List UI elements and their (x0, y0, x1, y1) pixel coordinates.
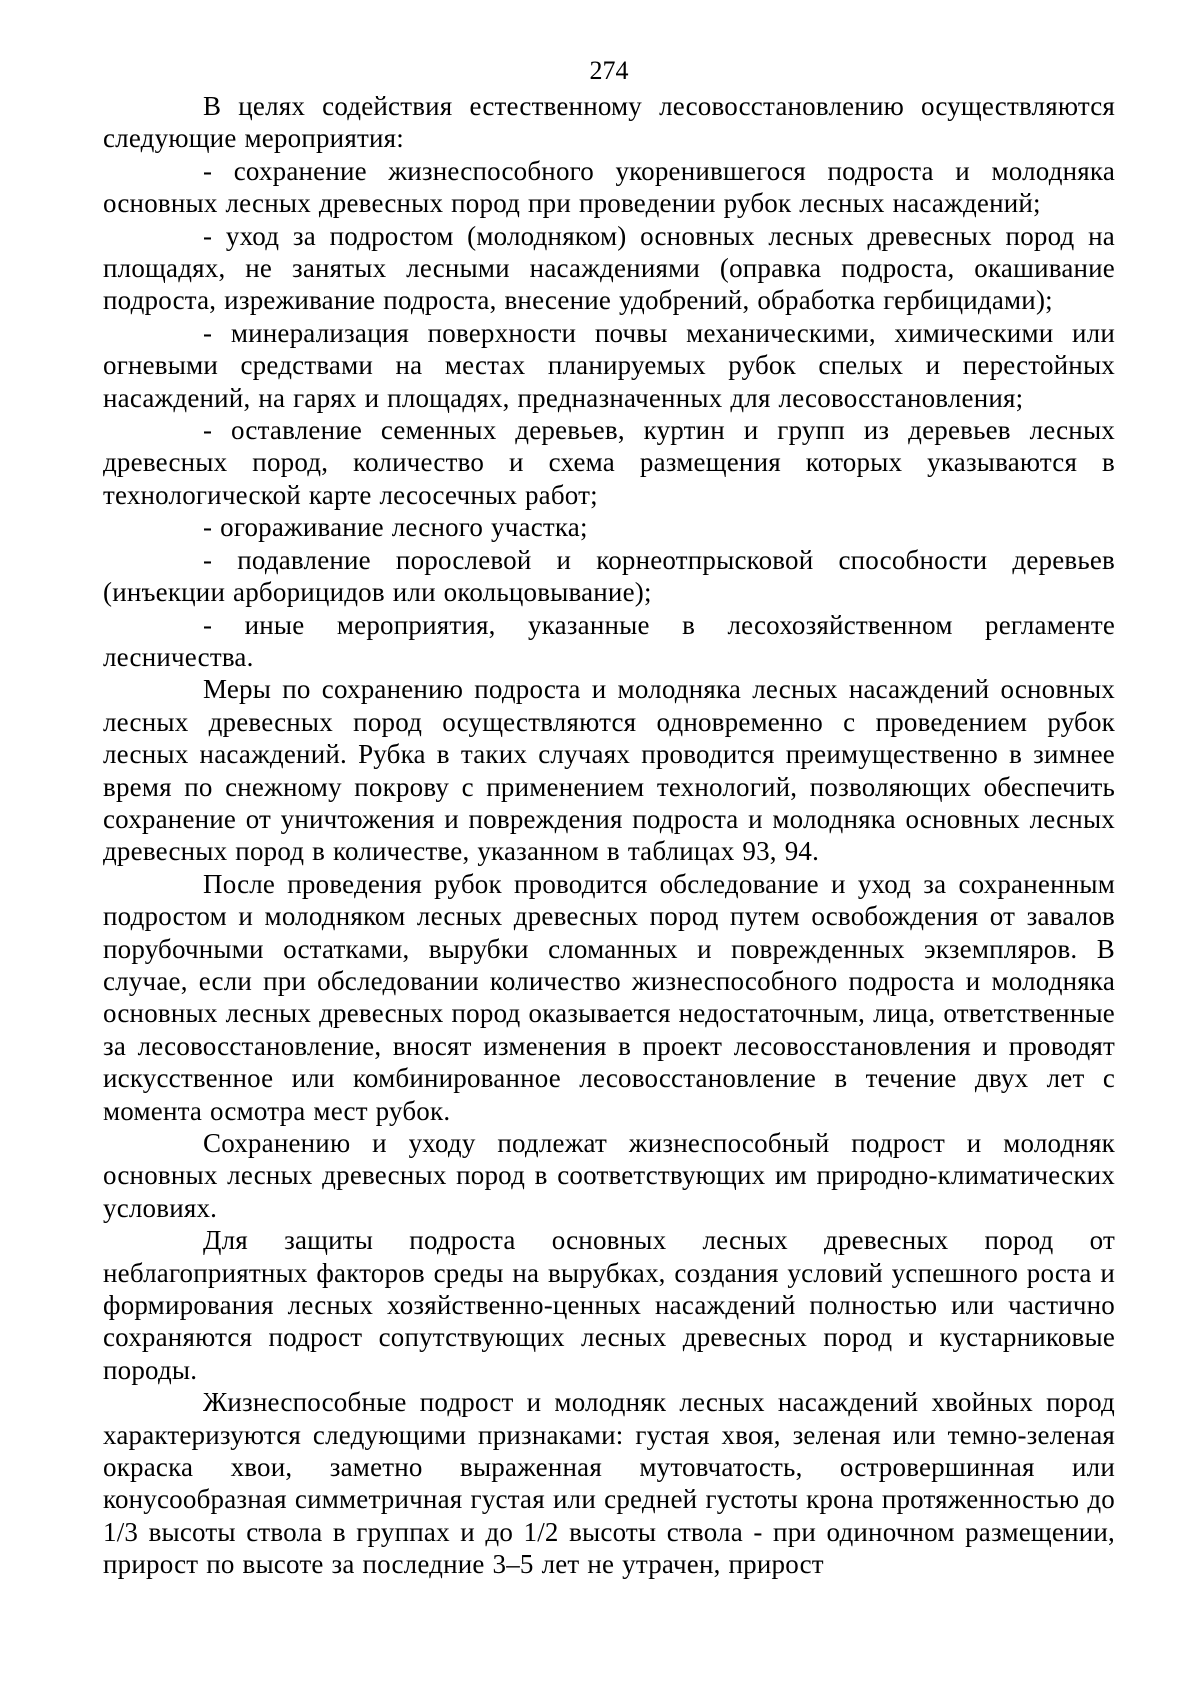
paragraph: Сохранению и уходу подлежат жизнеспособный подрост и молодняк основных лесных древесных пород в соответствующих им природно-климатических условиях. (103, 1128, 1115, 1223)
paragraph: Для защиты подроста основных лесных древесных пород от неблагоприятных факторов среды на вырубках, создания условий успешного роста и формирования лесных хозяйственно-ценных насаждений полностью или частично сохраняются подрост сопутствующих лесных древесных пород и кустарниковые породы. (103, 1225, 1115, 1385)
paragraph: - подавление порослевой и корнеотпрысковой способности деревьев (инъекции арборицидов или окольцовывание); (103, 544, 1115, 608)
paragraph: - оставление семенных деревьев, куртин и групп из деревьев лесных древесных пород, количество и схема размещения которых указываются в технологической карте лесосечных работ; (103, 415, 1115, 510)
paragraph: Меры по сохранению подроста и молодняка лесных насаждений основных лесных древесных пород осуществляются одновременно с проведением рубок лесных насаждений. Рубка в таких случаях проводится преимущественно в зимнее время по снежному покрову с применением технологий, позволяющих обеспечить сохранение от уничтожения и повреждения подроста и молодняка основных лесных древесных пород в количестве, указанном в таблицах 93, 94. (103, 674, 1115, 867)
page-number: 274 (589, 56, 629, 85)
paragraph: В целях содействия естественному лесовосстановлению осуществляются следующие мероприятия: (103, 91, 1115, 154)
paragraph: - сохранение жизнеспособного укоренившегося подроста и молодняка основных лесных древесных пород при проведении рубок лесных насаждений; (103, 155, 1115, 219)
paragraph: - иные мероприятия, указанные в лесохозяйственном регламенте лесничества. (103, 609, 1115, 672)
paragraph: Жизнеспособные подрост и молодняк лесных насаждений хвойных пород характеризуются следующими признаками: густая хвоя, зеленая или темно-зеленая окраска хвои, заметно выраженная мутовчатость, островершинная или конусообразная симметричная густая или средней густоты крона протяженностью до 1/3 высоты ствола в группах и до 1/2 высоты ствола - при одиночном размещении, прирост по высоте за последние 3–5 лет не утрачен, прирост (103, 1387, 1115, 1580)
paragraph: - уход за подростом (молодняком) основных лесных древесных пород на площадях, не занятых лесными насаждениями (оправка подроста, окашивание подроста, изреживание подроста, внесение удобрений, обработка гербицидами); (103, 220, 1115, 316)
paragraph: - минерализация поверхности почвы механическими, химическими или огневыми средствами на местах планируемых рубок спелых и перестойных насаждений, на гарях и площадях, предназначенных для лесовосстановления; (103, 317, 1115, 413)
paragraph: - огораживание лесного участка; (203, 512, 588, 543)
paragraph: После проведения рубок проводится обследование и уход за сохраненным подростом и молодняком лесных древесных пород путем освобождения от завалов порубочными остатками, вырубки сломанных и поврежденных экземпляров. В случае, если при обследовании количество жизнеспособного подроста и молодняка основных лесных древесных пород оказывается недостаточным, лица, ответственные за лесовосстановление, вносят изменения в проект лесовосстановления и проводят искусственное или комбинированное лесовосстановление в течение двух лет с момента осмотра мест рубок. (103, 868, 1115, 1126)
page-body-text (103, 90, 1115, 1581)
